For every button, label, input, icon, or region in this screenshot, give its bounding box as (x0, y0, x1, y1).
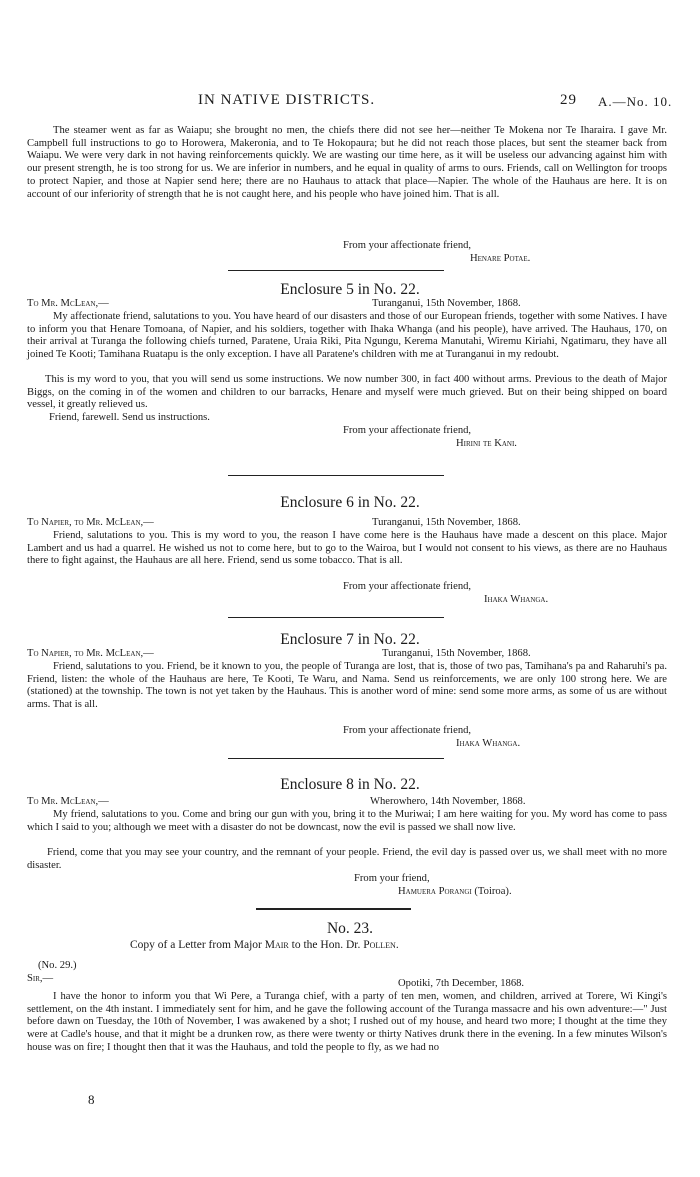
enclosure-7-closing: From your affectionate friend, (343, 725, 472, 736)
letter-23-salutation: Sir,— (27, 973, 54, 984)
enclosure-6-addressee: To Napier, to Mr. McLean,— (27, 517, 154, 528)
page-number: 29 (560, 92, 577, 108)
section-rule (228, 475, 444, 476)
enclosure-8-signature (398, 886, 512, 899)
letter-23-subtitle (130, 939, 399, 952)
enclosure-5-closing: From your affectionate friend, (343, 425, 472, 436)
enclosure-5-date: Turanganui, 15th November, 1868. (372, 298, 521, 309)
letter-23-para-1: I have the honor to inform you that Wi Pere, a Turanga chief, with a party of ten men, women, and children, arrived at Torere, Wi Kingi's settlement, on the 4th instant. I immediately sent for him, and he gave the following account of the Turanga massacre and his own adventure:—" Just before dawn on Tuesday, the 10th of November, I was awakened by a shot; I rushed out of my house, and heard two more; I thought at the time they were at Cadle's house, and that it might be a drunken row, as there were twenty or thirty Natives drunk there in the evening. In a few minutes Wilson's house was on fire; I thought then that it was the Hauhaus, and told the people to fly, as we had no (27, 991, 667, 1053)
enclosure-6-closing: From your affectionate friend, (343, 581, 472, 592)
enclosure-6-para-1: Friend, salutations to you. This is my word to you, the reason I have come here is the Hauhaus have made a descent on this place. Major Lambert and us had a quarrel. He wished us not to come here, but to go to the Wairoa, but I would not consent to his views, as there are no Hauhaus there to fight against, the Hauhaus are all here. Friend, send us some tobacco. That is all. (27, 530, 667, 567)
letter-signature: Henare Potae. (470, 253, 531, 264)
enclosure-5-signature: Hirini te Kani. (456, 438, 517, 449)
section-rule (228, 758, 444, 759)
letter-23-date: Opotiki, 7th December, 1868. (398, 978, 525, 989)
enclosure-7-para-1: Friend, salutations to you. Friend, be it known to you, the people of Turanga are lost, that is, those of two pas, Tamihana's pa and Raharuhi's pa. Friend, listen: the whole of the Hauhaus are here, Te Kooti, Te Waru, and Nama. Send us reinforcements, we are only 100 strong here. We are (stationed) at the township. The town is not yet taken by the Hauhaus. This is another word of mine: send some more arms, as some of us are without arms. That is all. (27, 661, 667, 711)
enclosure-6-title: Enclosure 6 in No. 22. (280, 494, 420, 511)
enclosure-6-date: Turanganui, 15th November, 1868. (372, 517, 521, 528)
subtitle-text: to the Hon. Dr. (288, 939, 364, 951)
subtitle-text: Copy of a Letter from Major (130, 939, 265, 951)
enclosure-7-title: Enclosure 7 in No. 22. (280, 631, 420, 648)
section-rule (228, 617, 444, 618)
signature-mark: 8 (88, 1092, 95, 1107)
enclosure-8-addressee: To Mr. McLean,— (27, 796, 109, 807)
enclosure-5-para-1: My affectionate friend, salutations to you. You have heard of our disasters and those of our European friends, together with some Natives. I have to inform you that Henare Tomoana, of Napier, and his soldiers, together with Ihaka Whanga (and his people), have arrived. The Hauhaus, 170, on their arrival at Turanga the following chiefs turned, Paratene, Uraia Riki, Pita Ngungu, Kerema Manutahi, Wiremu Kiriahi, Ngatimaru, they have all joined Te Kooti; Tamihana Ruatapu is the only exception. I have all Paratene's children with me at Turanganui in my redoubt. (27, 311, 667, 361)
enclosure-7-addressee: To Napier, to Mr. McLean,— (27, 648, 154, 659)
subtitle-mair: Mair (264, 939, 289, 951)
letter-23-title: No. 23. (326, 920, 374, 937)
subtitle-pollen: Pollen (363, 939, 396, 951)
letter-23-ref: (No. 29.) (38, 960, 77, 971)
enclosure-7-date: Turanganui, 15th November, 1868. (382, 648, 531, 659)
subtitle-text: . (395, 939, 399, 951)
enclosure-8-signature-tail: (Toiroa). (471, 886, 512, 897)
enclosure-8-signature-name: Hamuera Porangi (398, 886, 472, 897)
document-reference: A.—No. 10. (598, 94, 673, 109)
running-head-title: IN NATIVE DISTRICTS. (198, 92, 376, 108)
enclosure-8-title: Enclosure 8 in No. 22. (280, 776, 420, 793)
section-rule-thick (256, 908, 411, 910)
enclosure-5-para-2: This is my word to you, that you will send us some instructions. We now number 300, in fact 400 without arms. Previous to the death of Major Biggs, on the coming in of the women and children to our barracks, Henare and myself were much grieved. But on their being shipped on board vessel, it greatly relieved us. (27, 374, 667, 411)
enclosure-6-signature: Ihaka Whanga. (484, 594, 549, 605)
enclosure-8-para-2: Friend, come that you may see your country, and the remnant of your people. Friend, the evil day is passed over us, we shall meet with no more disaster. (27, 847, 667, 871)
enclosure-5-addressee: To Mr. McLean,— (27, 298, 109, 309)
section-rule (228, 270, 444, 271)
enclosure-5-title: Enclosure 5 in No. 22. (280, 281, 420, 298)
enclosure-8-date: Wherowhero, 14th November, 1868. (370, 796, 526, 807)
enclosure-5-para-3: Friend, farewell. Send us instructions. (49, 412, 210, 423)
letter-body: The steamer went as far as Waiapu; she brought no men, the chiefs there did not see her—neither Te Mokena nor Te Iharaira. I gave Mr. Campbell full instructions to go to Horowera, Makeronia, and to Te Hokopaura; but he did not reach those places, but sent the steamer back from Waiapu. We were very dark in not having reinforcements quickly. We are wasting our time here, as it will be useless our advancing against him with our present strength, he is too strong for us. We are inferior in numbers, and he equal in quality of arms to ours. Friends, call on Wellington for troops to protect Napier, and those at Napier send here; there are no Hauhaus to attack that place—Napier. The whole of the Hauhaus are here. It is on account of our inferiority of strength that he is not caught here, and his people who have joined him. That is all. (27, 125, 667, 200)
enclosure-8-closing: From your friend, (354, 873, 430, 884)
letter-closing: From your affectionate friend, (343, 240, 472, 251)
enclosure-7-signature: Ihaka Whanga. (456, 738, 521, 749)
enclosure-8-para-1: My friend, salutations to you. Come and bring our gun with you, bring it to the Muriwai; I am here waiting for you. My word has come to pass which I said to you; although we meet with a disaster do not be downcast, now the evil is passed we shall now live. (27, 809, 667, 833)
